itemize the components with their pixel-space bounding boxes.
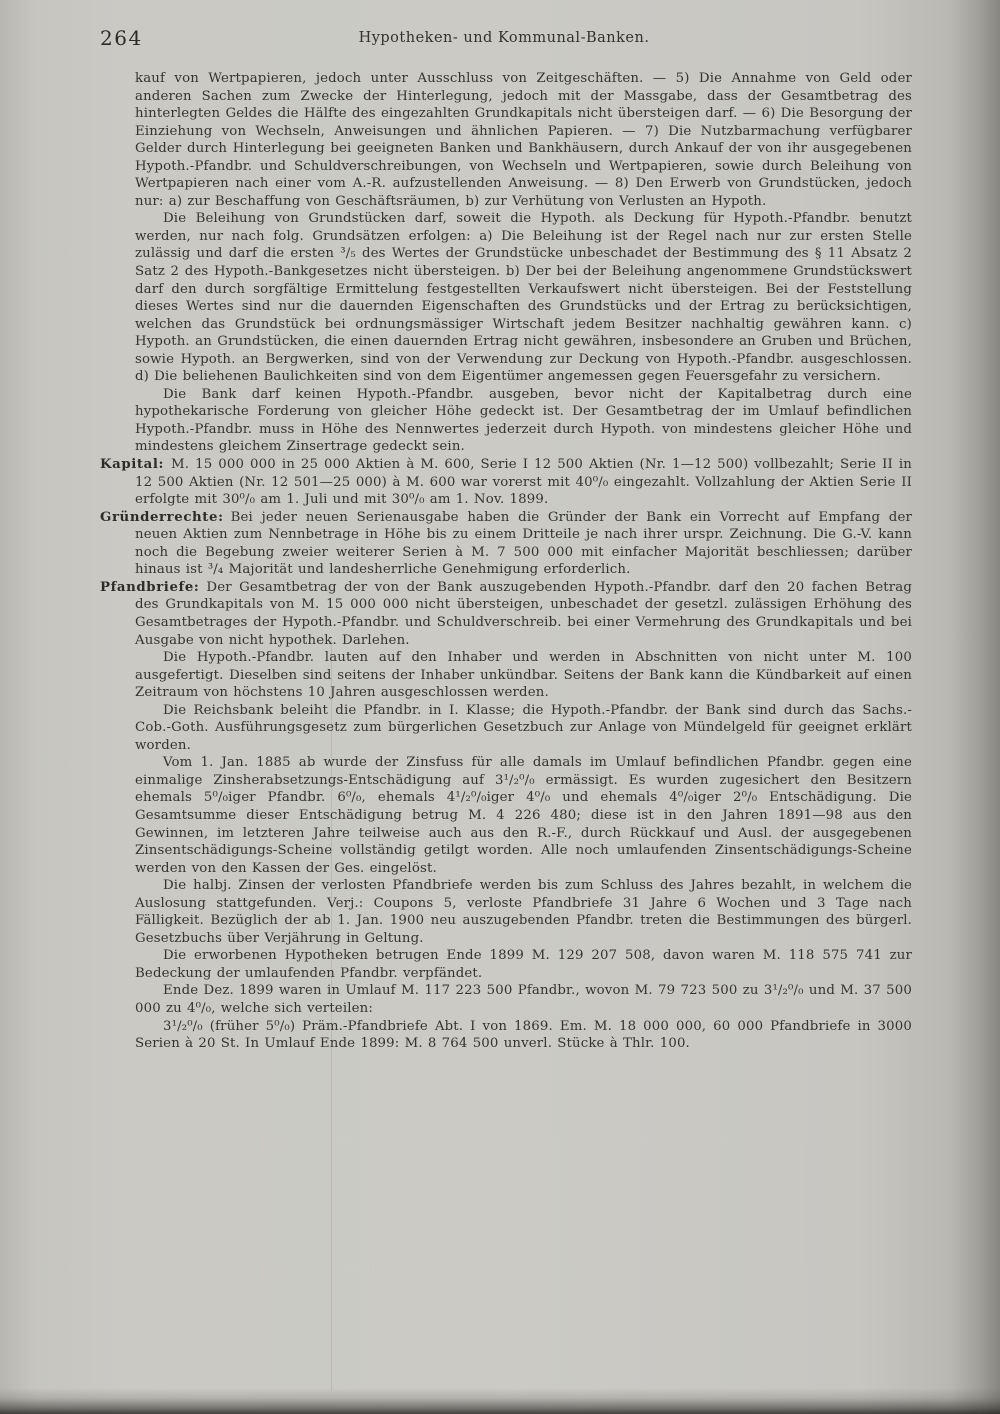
- pfandbriefe-text: Der Gesamtbetrag der von der Bank auszugebenden Hypoth.-Pfandbr. darf den 20 fachen Betrag des Grundkapitals von M. 15 000 000 nicht übersteigen, unbeschadet der gesetzl. zulässigen Erhöhung des Gesamtbetrages der Hypoth.-Pfandbr. und Schuldverschreib. bei einer Vermehrung des Grundkapitals und bei Ausgabe von nicht hypothek. Darlehen.: [135, 579, 912, 648]
- gruenderrechte-label: Gründerrechte:: [100, 509, 224, 525]
- page-header: [100, 26, 908, 52]
- page-number: 264: [100, 26, 143, 50]
- paragraph-reichsbank: Die Reichsbank beleiht die Pfandbr. in I. Klasse; die Hypoth.-Pfandbr. der Bank sind durch das Sachs.-Cob.-Goth. Ausführungsgesetz zum bürgerlichen Gesetzbuch zur Anlage von Mündelgeld für geeignet erklärt worden.: [135, 702, 912, 753]
- paragraph-hypotheken-1899: Die erworbenen Hypotheken betrugen Ende 1899 M. 129 207 508, davon waren M. 118 575 741 zur Bedeckung der umlaufenden Pfandbr. verpfändet.: [135, 948, 912, 981]
- paragraph-deckung: Die Bank darf keinen Hypoth.-Pfandbr. ausgeben, bevor nicht der Kapitalbetrag durch eine hypothekarische Forderung von gleicher Höhe gedeckt ist. Der Gesamtbetrag der im Umlauf befindlichen Hypoth.-Pfandbr. muss in Höhe des Nennwertes jederzeit durch Hypoth. von mindestens gleicher Höhe und mindestens gleichem Zinsertrage gedeckt sein.: [135, 386, 912, 455]
- running-title: Hypotheken- und Kommunal-Banken.: [358, 30, 650, 46]
- pfandbriefe-label: Pfandbriefe:: [100, 579, 200, 595]
- paragraph-gruenderrechte: [100, 509, 912, 579]
- paragraph-kapital: [100, 456, 912, 509]
- paragraph-zinsfuss: Vom 1. Jan. 1885 ab wurde der Zinsfuss für alle damals im Umlauf befindlichen Pfandbr. gegen eine einmalige Zinsherabsetzungs-Entschädigung auf 3¹/₂⁰/₀ ermässigt. Es wurden zugesichert den Besitzern ehemals 5⁰/₀iger Pfandbr. 6⁰/₀, ehemals 4¹/₂⁰/₀iger 4⁰/₀ und ehemals 4⁰/₀iger 2⁰/₀ Entschädigung. Die Gesamtsumme dieser Entschädigung betrug M. 4 226 480; diese ist in den Jahren 1891—98 aus den Gewinnen, im letzteren Jahre teilweise auch aus den R.-F., durch Rückkauf und Ausl. der ausgegebenen Zinsentschädigungs-Scheine vollständig getilgt worden. Alle noch umlaufenden Zinsentschädigungs-Scheine werden von den Kassen der Ges. eingelöst.: [135, 755, 912, 876]
- paragraph-praem-pfandbriefe: 3¹/₂⁰/₀ (früher 5⁰/₀) Präm.-Pfandbriefe Abt. I von 1869. Em. M. 18 000 000, 60 000 Pfandbriefe in 3000 Serien à 20 St. In Umlauf Ende 1899: M. 8 764 500 unverl. Stücke à Thlr. 100.: [135, 1018, 912, 1052]
- paragraph-umlauf-1899: Ende Dez. 1899 waren in Umlauf M. 117 223 500 Pfandbr., wovon M. 79 723 500 zu 3¹/₂⁰/₀ und M. 37 500 000 zu 4⁰/₀, welche sich verteilen:: [135, 983, 912, 1016]
- paragraph-continuation: kauf von Wertpapieren, jedoch unter Ausschluss von Zeitgeschäften. — 5) Die Annahme von Geld oder anderen Sachen zum Zwecke der Hinterlegung, jedoch mit der Massgabe, dass der Gesamtbetrag des hinterlegten Geldes die Hälfte des eingezahlten Grundkapitals nicht übersteigen darf. — 6) Die Besorgung der Einziehung von Wechseln, Anweisungen und ähnlichen Papieren. — 7) Die Nutzbarmachung verfügbarer Gelder durch Hinterlegung bei geeigneten Banken und Bankhäusern, durch Ankauf der von ihr ausgegebenen Hypoth.-Pfandbr. und Schuldverschreibungen, von Wechseln und Wertpapieren, sowie durch Beleihung von Wertpapieren nach einer vom A.-R. aufzustellenden Anweisung. — 8) Den Erwerb von Grundstücken, jedoch nur: a) zur Beschaffung von Geschäftsräumen, b) zur Verhütung von Verlusten an Hypoth.: [135, 71, 912, 209]
- kapital-text: M. 15 000 000 in 25 000 Aktien à M. 600, Serie I 12 500 Aktien (Nr. 1—12 500) vollbezahlt; Serie II in 12 500 Aktien (Nr. 12 501—25 000) à M. 600 war vorerst mit 40⁰/₀ eingezahlt. Vollzahlung der Aktien Serie II erfolgte mit 30⁰/₀ am 1. Juli und mit 30⁰/₀ am 1. Nov. 1899.: [135, 457, 912, 508]
- paragraph-beleihung: Die Beleihung von Grundstücken darf, soweit die Hypoth. als Deckung für Hypoth.-Pfandbr. benutzt werden, nur nach folg. Grundsätzen erfolgen: a) Die Beleihung ist der Regel nach nur zur ersten Stelle zulässig und darf die ersten ³/₅ des Wertes der Grundstücke unbeschadet der Bestimmung des § 11 Absatz 2 Satz 2 des Hypoth.-Bankgesetzes nicht übersteigen. b) Der bei der Beleihung angenommene Grundstückswert darf den durch sorgfältige Ermittelung festgestellten Verkaufswert nicht übersteigen. Bei der Feststellung dieses Wertes sind nur die dauernden Eigenschaften des Grundstücks und der Ertrag zu berücksichtigen, welchen das Grundstück bei ordnungsmässiger Wirtschaft jedem Besitzer nachhaltig gewähren kann. c) Hypoth. an Grundstücken, die einen dauernden Ertrag nicht gewähren, insbesondere an Gruben und Brüchen, sowie Hypoth. an Bergwerken, sind von der Verwendung zur Deckung von Hypoth.-Pfandbr. ausgeschlossen. d) Die beliehenen Baulichkeiten sind von dem Eigentümer angemessen gegen Feuersgefahr zu versichern.: [135, 211, 912, 385]
- gruenderrechte-text: Bei jeder neuen Serienausgabe haben die Gründer der Bank ein Vorrecht auf Empfang der neuen Aktien zum Nennbetrage in Höhe bis zu einem Dritteile je nach ihrer urspr. Zeichnung. Die G.-V. kann noch die Begebung zweier weiterer Serien à M. 7 500 000 mit einfacher Majorität beschliessen; darüber hinaus ist ³/₄ Majorität und landesherrliche Genehmigung erforderlich.: [135, 509, 912, 578]
- paragraph-pfandbriefe: [100, 579, 912, 649]
- paragraph-inhaber: Die Hypoth.-Pfandbr. lauten auf den Inhaber und werden in Abschnitten von nicht unter M. 100 ausgefertigt. Dieselben sind seitens der Inhaber unkündbar. Seitens der Bank kann die Kündbarkeit auf einen Zeitraum von höchstens 10 Jahren ausgeschlossen werden.: [135, 650, 912, 701]
- kapital-label: Kapital:: [100, 457, 165, 473]
- page-body: [100, 70, 912, 1053]
- paragraph-zinsen: Die halbj. Zinsen der verlosten Pfandbriefe werden bis zum Schluss des Jahres bezahlt, in welchem die Auslosung stattgefunden. Verj.: Coupons 5, verloste Pfandbriefe 31 Jahre 6 Wochen und 3 Tage nach Fälligkeit. Bezüglich der ab 1. Jan. 1900 neu auszugebenden Pfandbr. treten die Bestimmungen des bürgerl. Gesetzbuchs über Verjährung in Geltung.: [135, 878, 912, 946]
